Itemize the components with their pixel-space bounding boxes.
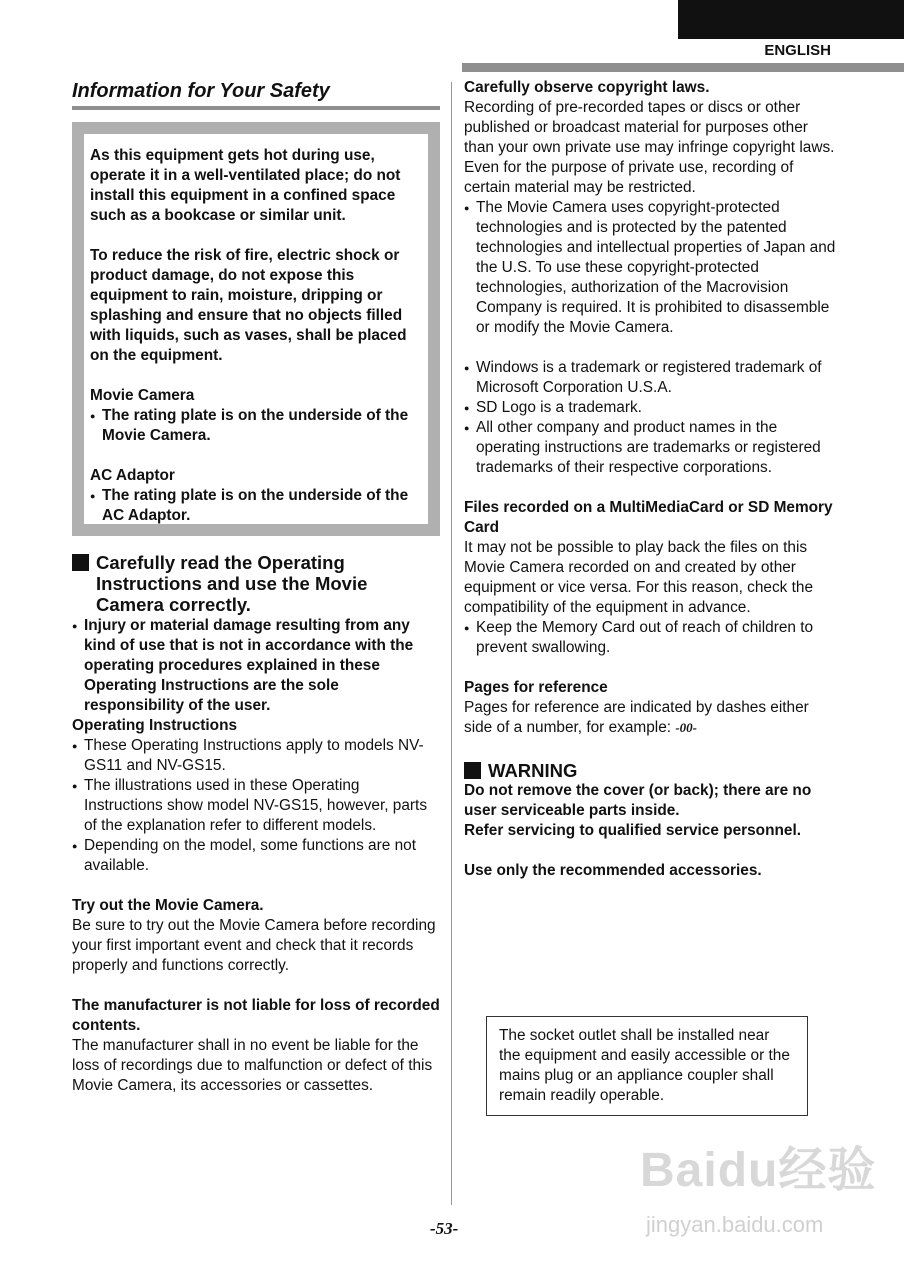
- list-item: ● The rating plate is on the underside of the Movie Camera.: [90, 406, 422, 446]
- try-out-text: Be sure to try out the Movie Camera before recording your first important event and check that it records properly and functions correctly.: [72, 917, 436, 974]
- list-item: ● Windows is a trademark or registered trademark of Microsoft Corporation U.S.A.: [464, 358, 836, 398]
- pages-reference-paragraph: [464, 698, 836, 738]
- language-label: ENGLISH: [764, 42, 831, 59]
- list-item: ● All other company and product names in the operating instructions are trademarks or registered trademarks of their respective corporations.: [464, 418, 836, 478]
- list-item: ● The rating plate is on the underside of the AC Adaptor.: [90, 486, 422, 526]
- trademarks-section: [464, 358, 836, 478]
- ac-adaptor-heading: AC Adaptor: [90, 467, 175, 484]
- pages-reference-text: Pages for reference are indicated by dashes either side of a number, for example:: [464, 699, 809, 736]
- copyright-heading: Carefully observe copyright laws.: [464, 79, 710, 96]
- top-black-bar: [678, 0, 904, 39]
- files-recorded-heading: Files recorded on a MultiMediaCard or SD Memory Card: [464, 499, 833, 536]
- list-item: ● Keep the Memory Card out of reach of children to prevent swallowing.: [464, 618, 836, 658]
- movie-camera-heading: Movie Camera: [90, 387, 195, 404]
- column-divider: [451, 82, 452, 1205]
- safety-para-heat: As this equipment gets hot during use, operate it in a well-ventilated place; do not install this equipment in a confined space such as a bookcase or similar unit.: [90, 147, 401, 224]
- heading-square-icon: [72, 554, 89, 571]
- list-item: ● The illustrations used in these Operating Instructions show model NV-GS15, however, parts of the explanation refer to different models.: [72, 776, 440, 836]
- files-recorded-section: [464, 498, 836, 658]
- warning-line-accessories: Use only the recommended accessories.: [464, 862, 762, 879]
- pages-reference-heading: Pages for reference: [464, 679, 608, 696]
- right-column: [464, 78, 836, 881]
- socket-outlet-box: The socket outlet shall be installed near the equipment and easily accessible or the mains plug or an appliance coupler shall remain readily operable.: [486, 1016, 808, 1116]
- warning-body: [464, 781, 836, 881]
- title-rule: [72, 106, 440, 110]
- copyright-text: Recording of pre-recorded tapes or discs or other published or broadcast material for purposes other than your own private use may infringe copyright laws. Even for the purpose of private use, recording of certain material may be restricted.: [464, 99, 835, 196]
- operating-instructions-heading: Operating Instructions: [72, 717, 238, 734]
- watermark-logo: Baidu经验: [640, 1144, 877, 1197]
- pages-reference-section: [464, 678, 836, 738]
- try-out-section: [72, 896, 440, 976]
- trademarks-list: [464, 358, 836, 478]
- safety-para-fire: To reduce the risk of fire, electric shock or product damage, do not expose this equipment to rain, moisture, dripping or splashing and ensure that no objects filled with liquids, such as vases, shall be placed on the equipment.: [90, 247, 407, 364]
- careful-read-heading-text: Carefully read the Operating Instructions and use the Movie Camera correctly.: [96, 552, 368, 615]
- not-liable-section: [72, 996, 440, 1096]
- list-item: ● Depending on the model, some functions are not available.: [72, 836, 440, 876]
- warning-line-servicing: Refer servicing to qualified service personnel.: [464, 822, 802, 839]
- pages-reference-example: -00-: [675, 720, 697, 735]
- list-item: ● SD Logo is a trademark.: [464, 398, 836, 418]
- list-item: ● The Movie Camera uses copyright-protected technologies and is protected by the patented technologies and intellectual properties of Japan and the U.S. To use these copyright-protected technologies, authorization of the Macrovision Company is required. It is prohibited to disassemble or modify the Movie Camera.: [464, 198, 836, 338]
- warning-heading-text: WARNING: [488, 760, 578, 781]
- copyright-list: [464, 198, 836, 338]
- try-out-heading: Try out the Movie Camera.: [72, 897, 264, 914]
- safety-warning-content: [84, 134, 428, 524]
- not-liable-text: The manufacturer shall in no event be liable for the loss of recordings due to malfunction or defect of this Movie Camera, its accessories or cassettes.: [72, 1037, 433, 1094]
- left-column-header: [72, 78, 440, 110]
- page-title: Information for Your Safety: [72, 80, 330, 102]
- list-item: ● Injury or material damage resulting from any kind of use that is not in accordance with the operating procedures explained in these Operating Instructions are the sole responsibility of the user.: [72, 616, 440, 716]
- files-recorded-text: It may not be possible to play back the files on this Movie Camera recorded on and created by other equipment or vice versa. For this reason, check the compatibility of the equipment in advance.: [464, 539, 814, 616]
- ac-adaptor-list: [90, 486, 422, 526]
- files-recorded-list: [464, 618, 836, 658]
- heading-square-icon: [464, 762, 481, 779]
- watermark-url: jingyan.baidu.com: [646, 1212, 824, 1237]
- warning-heading: [464, 760, 836, 781]
- operating-instructions-section: [72, 716, 440, 876]
- movie-camera-list: [90, 406, 422, 446]
- safety-warning-box: [72, 122, 440, 536]
- warning-line-cover: Do not remove the cover (or back); there are no user serviceable parts inside.: [464, 782, 812, 819]
- careful-read-list: [72, 616, 440, 716]
- careful-read-heading: [72, 552, 440, 615]
- page-number: -53-: [430, 1219, 459, 1238]
- list-item: ● These Operating Instructions apply to models NV-GS11 and NV-GS15.: [72, 736, 440, 776]
- operating-instructions-list: [72, 736, 440, 876]
- not-liable-heading: The manufacturer is not liable for loss of recorded contents.: [72, 997, 440, 1034]
- left-column-body: [72, 552, 440, 1116]
- copyright-section: [464, 78, 836, 338]
- top-gray-rule: [462, 63, 904, 72]
